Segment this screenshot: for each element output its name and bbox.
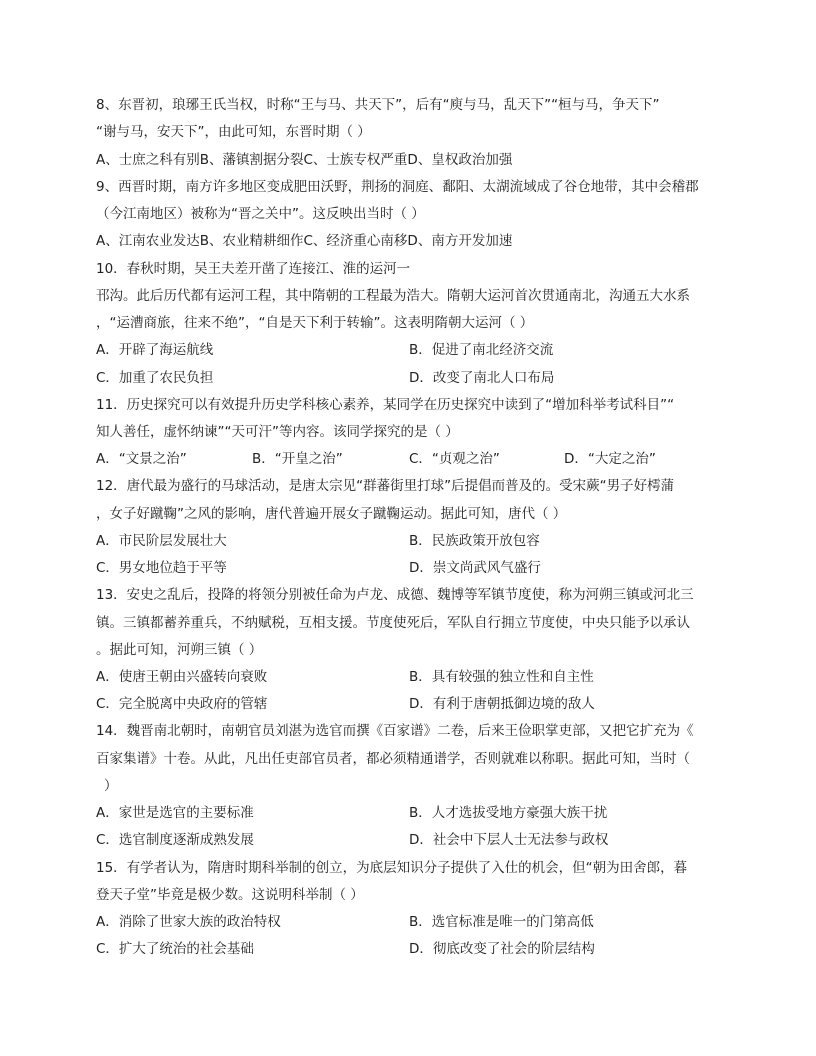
q11-stem-line-1: 11．历史探究可以有效提升历史学科核心素养，某同学在历史探究中读到了“增加科举考试科目”“ bbox=[96, 397, 675, 413]
q12-option-c: C．男女地位趋于平等 bbox=[96, 560, 227, 576]
q15-option-b: B．选官标准是唯一的门第高低 bbox=[409, 914, 594, 930]
q10-option-d: D．改变了南北人口布局 bbox=[409, 370, 555, 386]
q13-option-d: D．有利于唐朝抵御边境的敌人 bbox=[409, 696, 595, 712]
q10-stem-line-1: 10．春秋时期，吴王夫差开凿了连接江、淮的运河一 bbox=[96, 261, 411, 277]
q15-stem-line-2: 登天子堂”毕竟是极少数。这说明科举制（ ） bbox=[96, 887, 364, 903]
q13-stem-line-1: 13．安史之乱后，投降的将领分别被任命为卢龙、成德、魏博等军镇节度使，称为河朔三镇或河北三 bbox=[96, 587, 694, 603]
q11-stem-line-2: 知人善任，虚怀纳谏”“天可汗”等内容。该同学探究的是（ ） bbox=[96, 424, 459, 440]
q14-stem-line-3: ） bbox=[104, 778, 118, 794]
q9-stem-line-1: 9、西晋时期，南方许多地区变成肥田沃野，荆扬的洞庭、鄱阳、太湖流域成了谷仓地带，其中会稽郡 bbox=[96, 179, 699, 195]
q14-option-b: B．人才选拔受地方豪强大族干扰 bbox=[409, 805, 608, 821]
q9-options: A、江南农业发达B、农业精耕细作C、经济重心南移D、南方开发加速 bbox=[96, 233, 513, 249]
q12-stem-line-2: ，女子好蹴鞠”之风的影响，唐代普遍开展女子蹴鞠运动。据此可知，唐代（ ） bbox=[96, 506, 567, 522]
q12-option-d: D．崇文尚武风气盛行 bbox=[409, 560, 541, 576]
q11-option-d: D．“大定之治” bbox=[564, 451, 656, 467]
q10-option-a: A．开辟了海运航线 bbox=[96, 342, 214, 358]
q11-option-c: C．“贞观之治” bbox=[409, 451, 500, 467]
q13-stem-line-3: 。据此可知，河朔三镇（ ） bbox=[96, 642, 263, 658]
q9-stem-line-2: （今江南地区）被称为“晋之关中”。这反映出当时（ ） bbox=[96, 206, 425, 222]
q15-option-d: D．彻底改变了社会的阶层结构 bbox=[409, 941, 595, 957]
q10-stem-line-3: ，“运漕商旅，往来不绝”，“自是天下利于转输”。这表明隋朝大运河（ ） bbox=[96, 315, 534, 331]
q8-stem-line-2: “谢与马，安天下”，由此可知，东晋时期（ ） bbox=[96, 124, 371, 140]
q10-stem-line-2: 邗沟。此后历代都有运河工程，其中隋朝的工程最为浩大。隋朝大运河首次贯通南北，沟通五大水系 bbox=[96, 288, 690, 304]
q14-option-a: A．家世是选官的主要标准 bbox=[96, 805, 254, 821]
q15-stem-line-1: 15．有学者认为，隋唐时期科举制的创立，为底层知识分子提供了入仕的机会，但“朝为田舍郎，暮 bbox=[96, 860, 688, 876]
q11-option-b: B．“开皇之治” bbox=[252, 451, 343, 467]
q14-stem-line-2: 百家集谱》十卷。从此，凡出任吏部官员者，都必须精通谱学，否则就难以称职。据此可知，当时（ bbox=[96, 751, 690, 767]
q8-options: A、士庶之科有别B、藩镇割据分裂C、士族专权严重D、皇权政治加强 bbox=[96, 152, 513, 168]
q14-option-c: C．选官制度逐渐成熟发展 bbox=[96, 832, 254, 848]
q12-stem-line-1: 12．唐代最为盛行的马球活动，是唐太宗见“群蕃街里打球”后提倡而普及的。受宋蕨“男子好樗蒲 bbox=[96, 478, 675, 494]
q13-option-a: A．使唐王朝由兴盛转向衰败 bbox=[96, 669, 268, 685]
q12-option-b: B．民族政策开放包容 bbox=[409, 533, 540, 549]
q10-option-b: B．促进了南北经济交流 bbox=[409, 342, 554, 358]
q10-option-c: C．加重了农民负担 bbox=[96, 370, 214, 386]
q8-stem-line-1: 8、东晋初，琅琊王氏当权，时称“王与马、共天下”，后有“庾与马，乱天下”“桓与马，争天下” bbox=[96, 97, 660, 113]
q12-option-a: A．市民阶层发展壮大 bbox=[96, 533, 227, 549]
q15-option-c: C．扩大了统治的社会基础 bbox=[96, 941, 254, 957]
q14-option-d: D．社会中下层人士无法参与政权 bbox=[409, 832, 609, 848]
q15-option-a: A．消除了世家大族的政治特权 bbox=[96, 914, 281, 930]
q14-stem-line-1: 14．魏晋南北朝时，南朝官员刘湛为选官而撰《百家谱》二卷，后来王俭职掌吏部，又把它扩充为《 bbox=[96, 723, 694, 739]
q13-option-b: B．具有较强的独立性和自主性 bbox=[409, 669, 594, 685]
q13-stem-line-2: 镇。三镇都蓄养重兵，不纳赋税，互相支援。节度使死后，军队自行拥立节度使，中央只能予以承认 bbox=[96, 615, 690, 631]
q11-option-a: A．“文景之治” bbox=[96, 451, 187, 467]
q13-option-c: C．完全脱离中央政府的管辖 bbox=[96, 696, 268, 712]
